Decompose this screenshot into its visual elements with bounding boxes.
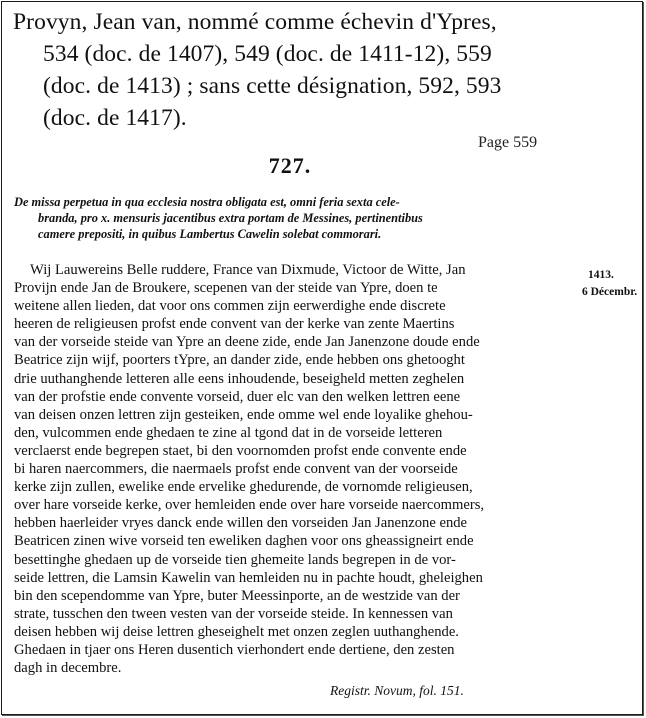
index-entry-line: (doc. de 1413) ; sans cette désignation, 592, 593 bbox=[43, 73, 502, 99]
margin-date-note bbox=[582, 267, 642, 301]
charter-line: strate, tusschen den tween vesten van der vorseide steide. In kennessen van bbox=[14, 605, 453, 622]
charter-line: hebben haerleider vryes danck ende willen den vorseiden Jan Janenzone ende bbox=[14, 515, 468, 532]
charter-line: van der profstie ende convente vorseid, duer elc van den welken lettren eene bbox=[14, 388, 461, 405]
margin-year: 1413. bbox=[588, 269, 614, 281]
charter-line: Provijn ende Jan de Broukere, scepenen van der steide van Ypre, doen te bbox=[14, 280, 438, 297]
index-entry-line: 534 (doc. de 1407), 549 (doc. de 1411-12), 559 bbox=[43, 41, 492, 67]
margin-date: 6 Décembr. bbox=[582, 286, 638, 298]
charter-line: heeren de religieusen profst ende convent van der kerke van zente Maertins bbox=[14, 316, 455, 333]
charter-line: over hare vorseide kerke, over hemleiden ende over hare vorseide naercommers, bbox=[14, 497, 485, 514]
charter-line: den, vulcommen ende ghedaen te zine al tgond dat in de vorseide letteren bbox=[14, 424, 443, 441]
charter-line: deisen hebben wij deise lettren gheseighelt met onzen zeglen uuthanghende. bbox=[14, 623, 459, 640]
charter-line: drie uuthanghende letteren alle eens inhoudende, beseigheld metten zeghelen bbox=[14, 370, 465, 387]
latin-summary bbox=[14, 195, 554, 242]
charter-line: Beatrice zijn wijf, poorters tYpre, an dander zide, ende hebben ons ghetooght bbox=[14, 352, 465, 369]
charter-line: seide lettren, die Lamsin Kawelin van hemleiden nu in pachte houdt, gheleighen bbox=[14, 569, 483, 586]
source-citation: Registr. Novum, fol. 151. bbox=[330, 683, 464, 698]
index-entry-line: Provyn, Jean van, nommé comme échevin d'Ypres, bbox=[13, 9, 497, 35]
index-entry-line: (doc. de 1417). bbox=[43, 105, 187, 131]
document-number: 727. bbox=[268, 153, 312, 178]
charter-line: van deisen onzen lettren zijn gesteiken, ende omme wel ende loyalike ghehou- bbox=[14, 406, 473, 423]
charter-line: dagh in decembre. bbox=[14, 660, 122, 677]
charter-line: besettinghe ghedaen up de vorseide tien ghemeite lands begrepen in de vor- bbox=[14, 551, 456, 568]
charter-line: kerke zijn zullen, ewelike ende ervelike ghedurende, de vornomde religieusen, bbox=[14, 479, 473, 496]
summary-line: branda, pro x. mensuris jacentibus extra portam de Messines, pertinentibus bbox=[38, 210, 423, 225]
summary-line: camere prepositi, in quibus Lambertus Cawelin solebat commorari. bbox=[38, 226, 382, 241]
charter-line: Beatricen zinen wive vorseid ten eweliken daghen voor ons gheassigneirt ende bbox=[14, 533, 474, 550]
charter-line: van der vorseide steide van Ypre an deene zide, ende Jan Janenzone doude ende bbox=[14, 334, 480, 351]
charter-line: weitene allen lieden, dat voor ons commen zijn eerwerdighe ende discrete bbox=[14, 298, 446, 315]
charter-text bbox=[14, 261, 564, 677]
charter-line: verclaerst ende begrepen staet, bi den voornomden profst ende convente ende bbox=[14, 442, 467, 459]
page-reference: Page 559 bbox=[478, 134, 538, 151]
charter-line: bi haren naercommers, die naermaels profst ende convent van der voorseide bbox=[14, 461, 458, 478]
charter-line: bin den scependomme van Ypre, buter Meessinporte, an de westzide van der bbox=[14, 587, 460, 604]
charter-line: Wij Lauwereins Belle ruddere, France van Dixmude, Victoor de Witte, Jan bbox=[30, 262, 466, 278]
charter-line: Ghedaen in tjaer ons Heren dusentich vierhondert ende dertiene, den zesten bbox=[14, 641, 455, 658]
summary-line: De missa perpetua in qua ecclesia nostra obligata est, omni feria sexta cele- bbox=[14, 195, 400, 209]
index-entry bbox=[13, 6, 638, 134]
